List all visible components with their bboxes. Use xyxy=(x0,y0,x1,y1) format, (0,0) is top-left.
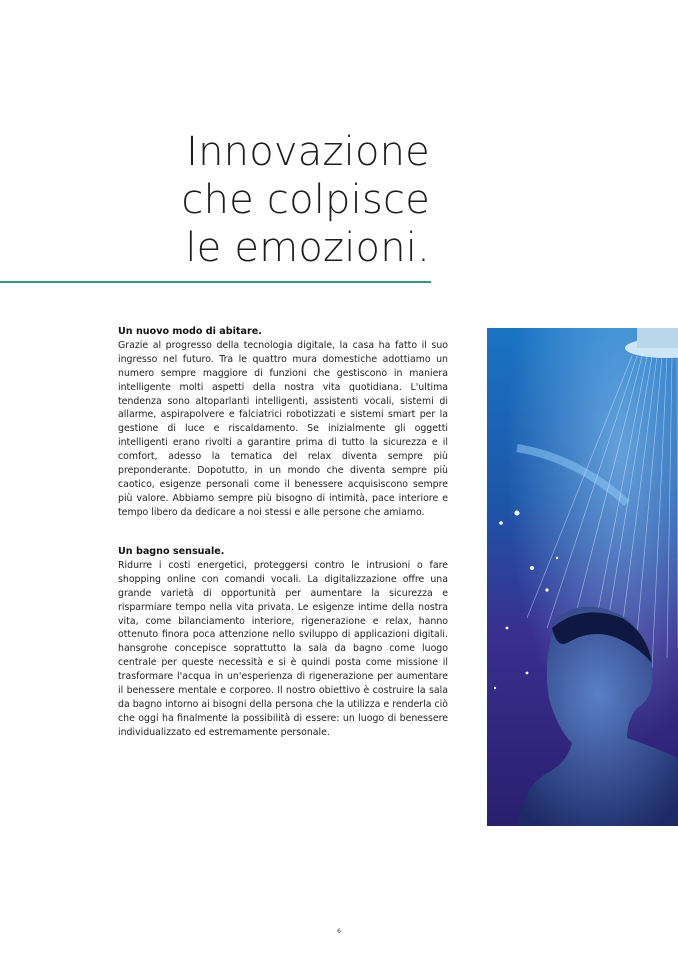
headline-line-2: che colpisce xyxy=(181,177,430,223)
accent-divider xyxy=(0,281,431,283)
headline-line-1: Innovazione xyxy=(186,129,430,175)
section-body: Ridurre i costi energetici, proteggersi contro le intrusioni o fare shopping online con comandi vocali. La digitalizzazione offre una grande varietà di opportunità per aumentare la sicurezza e risparmiare tempo nella vita privata. Le esigenze intime della nostra vita, come bilanciamento interiore, rigenerazione e relax, hanno ottenuto finora poca attenzione nello sviluppo di applicazioni digitali. hansgrohe concepisce soprattutto la sala da bagno come luogo centrale per queste necessità e si è quindi posta come missione il trasformare l'acqua in un'esperienza di rigenerazione per aumentare il benessere mentale e corporeo. Il nostro obiettivo è costruire la sala da bagno intorno ai bisogni della persona che la utilizza e renderla ciò che oggi ha finalmente la possibilità di essere: un luogo di benessere individualizzato ed estremamente personale. xyxy=(118,559,448,738)
section-nuovo-modo xyxy=(118,325,448,520)
headline xyxy=(70,128,430,272)
page-number: 6 xyxy=(337,928,341,935)
section-heading: Un bagno sensuale. xyxy=(118,546,225,557)
section-bagno-sensuale xyxy=(118,545,448,740)
section-heading: Un nuovo modo di abitare. xyxy=(118,326,262,337)
shower-photo xyxy=(487,328,678,826)
headline-line-3: le emozioni. xyxy=(185,225,430,271)
section-body: Grazie al progresso della tecnologia digitale, la casa ha fatto il suo ingresso nel futuro. Tra le quattro mura domestiche adottiamo un numero sempre maggiore di funzioni che gestiscono in maniera intelligente molti aspetti della nostra vita quotidiana. L'ultima tendenza sono altoparlanti intelligenti, assistenti vocali, sistemi di allarme, aspirapolvere e falciatrici robotizzati e sistemi smart per la gestione di luce e riscaldamento. Se inizialmente gli oggetti intelligenti erano rivolti a garantire prima di tutto la sicurezza e il comfort, adesso la tematica del relax diventa sempre più preponderante. Dopotutto, in un mondo che diventa sempre più caotico, esigenze personali come il benessere acquisiscono sempre più valore. Abbiamo sempre più bisogno di intimità, pace interiore e tempo libero da dedicare a noi stessi e alle persone che amiamo. xyxy=(118,339,448,518)
